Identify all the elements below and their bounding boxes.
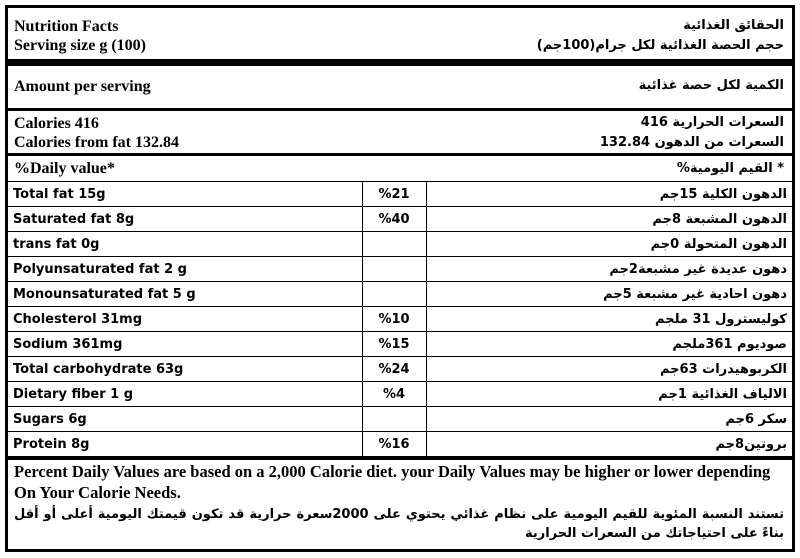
nutrition-label xyxy=(5,5,795,552)
nutrient-name-en: trans fat 0g xyxy=(8,232,362,257)
label-header xyxy=(8,8,792,58)
table-row xyxy=(8,307,792,332)
daily-value-percent: %21 xyxy=(362,182,426,207)
nutrient-name-ar: صوديوم 361ملجم xyxy=(426,332,792,357)
nutrient-name-ar: بروتين8جم xyxy=(426,432,792,457)
daily-value-en: %Daily value* xyxy=(14,160,115,177)
title-en: Nutrition Facts xyxy=(14,18,119,35)
nutrient-table xyxy=(8,181,792,457)
amount-per-serving-ar: الكمية لكل حصة غذائية xyxy=(638,78,784,93)
footnote-ar: تستند النسبة المئوية للقيم اليومية على نظام غذائي يحتوي على 2000سعرة حرارية قد تكون قيمتك اليومية أعلى أو أقل بناءً على احتياجاتك من السعرات الحرارية xyxy=(14,507,785,541)
table-row xyxy=(8,432,792,457)
nutrient-name-en: Monounsaturated fat 5 g xyxy=(8,282,362,307)
daily-value-percent: %16 xyxy=(362,432,426,457)
calories-from-fat-ar: السعرات من الدهون 132.84 xyxy=(599,135,784,150)
nutrient-name-ar: دهون احادية غير مشبعة 5جم xyxy=(426,282,792,307)
table-row xyxy=(8,257,792,282)
amount-per-serving-section xyxy=(8,66,792,108)
daily-value-percent: %4 xyxy=(362,382,426,407)
nutrient-name-ar: كوليسترول 31 ملجم xyxy=(426,307,792,332)
nutrient-name-ar: الدهون المشبعة 8جم xyxy=(426,207,792,232)
divider xyxy=(8,457,792,460)
daily-value-percent: %15 xyxy=(362,332,426,357)
amount-per-serving-en: Amount per serving xyxy=(14,78,151,95)
serving-size-en: Serving size g (100) xyxy=(14,37,146,54)
table-row xyxy=(8,332,792,357)
nutrient-name-en: Sodium 361mg xyxy=(8,332,362,357)
nutrient-name-ar: الدهون المتحولة 0جم xyxy=(426,232,792,257)
calories-from-fat-en: Calories from fat 132.84 xyxy=(14,134,179,151)
daily-value-percent: %40 xyxy=(362,207,426,232)
nutrient-name-en: Saturated fat 8g xyxy=(8,207,362,232)
daily-value-percent xyxy=(362,407,426,432)
daily-value-percent: %10 xyxy=(362,307,426,332)
daily-value-section xyxy=(8,156,792,181)
nutrient-name-en: Protein 8g xyxy=(8,432,362,457)
title-ar: الحقائق الغذائية xyxy=(683,18,784,33)
daily-value-ar: * القيم اليومية% xyxy=(676,161,784,176)
calories-section xyxy=(8,111,792,153)
serving-size-ar: حجم الحصة الغذائية لكل جرام(100جم) xyxy=(536,38,784,53)
nutrient-name-ar: سكر 6جم xyxy=(426,407,792,432)
calories-ar: السعرات الحرارية 416 xyxy=(640,115,784,130)
nutrient-name-en: Polyunsaturated fat 2 g xyxy=(8,257,362,282)
nutrient-name-en: Sugars 6g xyxy=(8,407,362,432)
table-row xyxy=(8,357,792,382)
table-row xyxy=(8,282,792,307)
table-row xyxy=(8,207,792,232)
nutrient-name-ar: دهون عديدة غير مشبعة2جم xyxy=(426,257,792,282)
table-row xyxy=(8,382,792,407)
nutrient-name-ar: الدهون الكلية 15جم xyxy=(426,182,792,207)
thick-divider xyxy=(8,59,792,66)
daily-value-percent xyxy=(362,282,426,307)
daily-value-percent: %24 xyxy=(362,357,426,382)
nutrient-name-ar: الالياف الغذائية 1جم xyxy=(426,382,792,407)
nutrient-name-en: Total fat 15g xyxy=(8,182,362,207)
table-row xyxy=(8,407,792,432)
nutrient-name-ar: الكربوهيدرات 63جم xyxy=(426,357,792,382)
table-row xyxy=(8,232,792,257)
nutrient-name-en: Total carbohydrate 63g xyxy=(8,357,362,382)
calories-en: Calories 416 xyxy=(14,115,99,132)
daily-value-percent xyxy=(362,232,426,257)
nutrient-name-en: Cholesterol 31mg xyxy=(8,307,362,332)
daily-value-percent xyxy=(362,257,426,282)
footnote-en: Percent Daily Values are based on a 2,000 Calorie diet. your Daily Values may be higher or lower depending On Your Calorie Needs. xyxy=(14,462,771,502)
table-row xyxy=(8,182,792,207)
nutrient-name-en: Dietary fiber 1 g xyxy=(8,382,362,407)
